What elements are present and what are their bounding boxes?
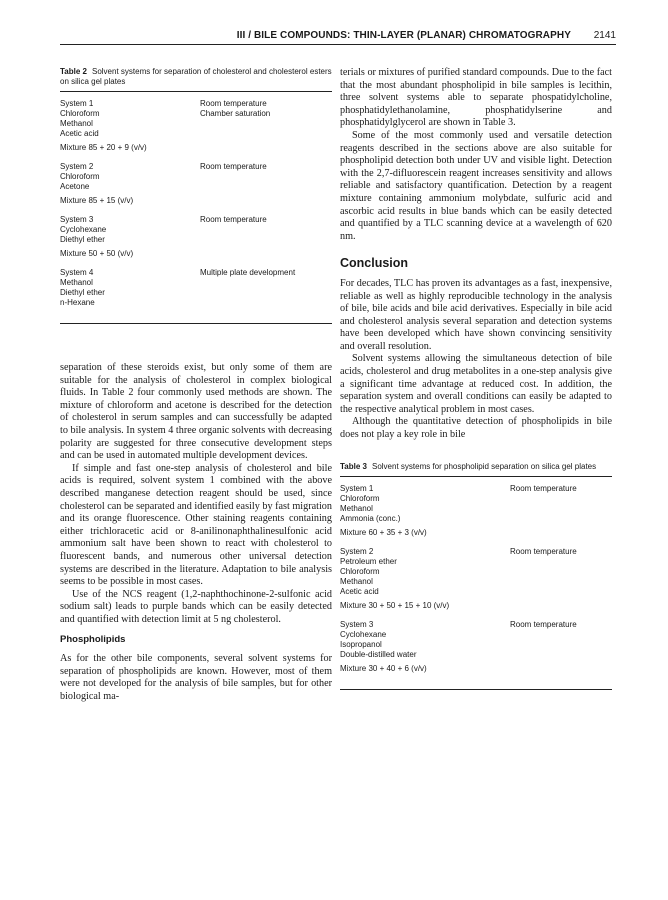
right-body-text bbox=[340, 67, 612, 442]
table-cell bbox=[510, 504, 612, 514]
table-cell bbox=[510, 494, 612, 504]
table-cell: Chamber saturation bbox=[200, 109, 271, 118]
table-cell bbox=[510, 577, 612, 587]
table-cell bbox=[200, 119, 332, 129]
table-cell: System 2 bbox=[60, 162, 94, 171]
table-cell: Chloroform bbox=[340, 493, 380, 503]
table-cell: Double-distilled water bbox=[340, 649, 417, 659]
table-cell: Room temperature bbox=[510, 483, 577, 493]
solvent-system bbox=[60, 99, 332, 153]
paragraph: As for the other bile components, several solvent systems for separation of phospholipids are known. However, most of them were not developed for the analysis of bile samples, but for other biological ma- bbox=[60, 653, 332, 702]
table-cell bbox=[510, 514, 612, 524]
table-cell bbox=[510, 587, 612, 597]
section-heading-phospholipids: Phospholipids bbox=[60, 634, 126, 646]
table-cell bbox=[200, 182, 332, 192]
table-cell: Chloroform bbox=[340, 566, 380, 576]
table-cell: Isopropanol bbox=[340, 639, 382, 649]
table-cell bbox=[510, 630, 612, 640]
table-3 bbox=[340, 462, 612, 690]
table-2-body bbox=[60, 92, 332, 324]
solvent-system bbox=[60, 162, 332, 206]
table-cell: System 1 bbox=[340, 483, 374, 493]
table-cell: Diethyl ether bbox=[60, 235, 105, 244]
paragraph: Some of the most commonly used and versatile detection reagents described in the sections above are also suitable for phospholipid detection both under UV and visible light. Detection with the 2,7-difluorescein reagent increases sensitivity and allows reliable and satisfactory quantification. Detection by a reagent mixture containing ammonium molybdate, sulfuric acid and ascorbic acid results in blue bands which can be easily detected and quantified by a TLC scanning device at a wavelength of 620 nm. bbox=[340, 129, 612, 242]
table-cell bbox=[200, 235, 332, 245]
table-cell: System 4 bbox=[60, 268, 94, 277]
solvent-system bbox=[60, 268, 332, 308]
table-cell: Methanol bbox=[340, 503, 373, 513]
solvent-system bbox=[340, 547, 612, 611]
table-cell bbox=[200, 278, 332, 288]
left-body-text bbox=[60, 362, 332, 703]
mixture-ratio: Mixture 60 + 35 + 3 (v/v) bbox=[340, 527, 427, 537]
paragraph: Solvent systems allowing the simultaneous detection of bile acids, cholesterol and drug metabolites in a one-step analysis give a significant time advantage at reduced cost. In addition, the separation system and overall conditions can easily be adapted to the respective analytical problem in most cases. bbox=[340, 353, 612, 415]
table-cell: Chloroform bbox=[60, 109, 100, 118]
table-cell: System 3 bbox=[340, 619, 374, 629]
table-2-caption: Table 2 Solvent systems for separation of cholesterol and cholesterol esters on silica gel plates bbox=[60, 67, 332, 86]
table-cell: Room temperature bbox=[200, 162, 267, 171]
table-cell: System 2 bbox=[340, 546, 374, 556]
table-cell: Room temperature bbox=[510, 546, 577, 556]
paragraph: Use of the NCS reagent (1,2-naphthochinone-2-sulfonic acid sodium salt) leads to purple bands which can be easily detected and quantified with detection limit at 5 ng cholesterol. bbox=[60, 588, 332, 625]
table-cell bbox=[510, 557, 612, 567]
table-cell: Chloroform bbox=[60, 172, 100, 181]
table-cell: Acetic acid bbox=[340, 586, 379, 596]
table-2 bbox=[60, 67, 332, 324]
table-cell: Methanol bbox=[340, 576, 373, 586]
table-cell: Acetic acid bbox=[60, 129, 99, 138]
mixture-ratio: Mixture 30 + 40 + 6 (v/v) bbox=[340, 663, 427, 673]
table-cell bbox=[510, 650, 612, 660]
table-cell: Room temperature bbox=[510, 619, 577, 629]
table-cell bbox=[510, 640, 612, 650]
right-column bbox=[340, 67, 612, 690]
table-cell bbox=[200, 172, 332, 182]
table-cell: Methanol bbox=[60, 119, 93, 128]
table-cell: Acetone bbox=[60, 182, 90, 191]
mixture-ratio: Mixture 30 + 50 + 15 + 10 (v/v) bbox=[340, 600, 450, 610]
paragraph: Although the quantitative detection of phospholipids in bile does not play a key role in bile bbox=[340, 416, 612, 441]
table-cell: Petroleum ether bbox=[340, 556, 397, 566]
table-cell bbox=[200, 129, 332, 139]
paragraph: For decades, TLC has proven its advantages as a fast, inexpensive, reliable as well as highly reproducible technology in the analysis of bile, bile acids and bile acid derivatives. Especially in bile acid and cholesterol analysis several separation and detection systems have been developed which have shown convincing sensitivity and overall resolution. bbox=[340, 277, 612, 352]
table-cell: n-Hexane bbox=[60, 298, 95, 307]
paragraph: If simple and fast one-step analysis of cholesterol and bile acids is required, solvent system 1 combined with the above described manganese detection reagent should be used, since cholesterol can be separated and identified easily by fast migration and its orange fluorescence. Other staining reagents containing either trichloracetic acid or 8-anilinonaphthalinesulfonic acid ammonium salt have been shown to react with cholesterol to fluorescent bands, and numerous other universal detection systems are described in the literature. Adaptation to bile analysis seems to be possible in most cases. bbox=[60, 462, 332, 588]
paragraph: separation of these steroids exist, but only some of them are suitable for the analysis of cholesterol in complex biological fluids. In Table 2 four commonly used methods are shown. The mixture of chloroform and acetone is described for the detection of cholesterol in serum samples and can successfully be adapted to bile analysis. In system 4 three organic solvents with decreasing polarity are suggested for three consecutive development steps and can be used in automated multiple development devices. bbox=[60, 362, 332, 462]
table-cell: Cyclohexane bbox=[340, 629, 387, 639]
running-header bbox=[60, 30, 616, 45]
table-cell bbox=[200, 225, 332, 235]
table-cell: Ammonia (conc.) bbox=[340, 513, 401, 523]
table-cell bbox=[200, 298, 332, 308]
left-column bbox=[60, 67, 332, 703]
table-cell: Room temperature bbox=[200, 215, 267, 224]
section-heading-conclusion: Conclusion bbox=[340, 256, 409, 271]
table-cell: Diethyl ether bbox=[60, 288, 105, 297]
page-number: 2141 bbox=[593, 30, 616, 41]
table-cell: System 1 bbox=[60, 99, 94, 108]
table-3-body bbox=[340, 477, 612, 690]
mixture-ratio: Mixture 50 + 50 (v/v) bbox=[60, 249, 134, 258]
solvent-system bbox=[60, 215, 332, 259]
table-cell: Room temperature bbox=[200, 99, 267, 108]
table-cell: System 3 bbox=[60, 215, 94, 224]
table-cell bbox=[200, 288, 332, 298]
table-cell: Multiple plate development bbox=[200, 268, 296, 277]
solvent-system bbox=[340, 484, 612, 538]
table-3-caption: Table 3 Solvent systems for phospholipid separation on silica gel plates bbox=[340, 461, 597, 471]
mixture-ratio: Mixture 85 + 20 + 9 (v/v) bbox=[60, 143, 147, 152]
mixture-ratio: Mixture 85 + 15 (v/v) bbox=[60, 196, 134, 205]
table-cell bbox=[510, 567, 612, 577]
table-cell: Methanol bbox=[60, 278, 93, 287]
solvent-system bbox=[340, 620, 612, 674]
paragraph: terials or mixtures of purified standard compounds. Due to the fact that the most abundant phospholipid in bile samples is lecithin, three solvent systems able to separate phospatidylcholine, phosphatidylethanolamine, phosphatidylserine and phosphatidylglycerol are shown in Table 3. bbox=[340, 67, 612, 129]
running-header-title: III / BILE COMPOUNDS: THIN-LAYER (PLANAR) CHROMATOGRAPHY bbox=[236, 30, 571, 41]
table-cell: Cyclohexane bbox=[60, 225, 107, 234]
